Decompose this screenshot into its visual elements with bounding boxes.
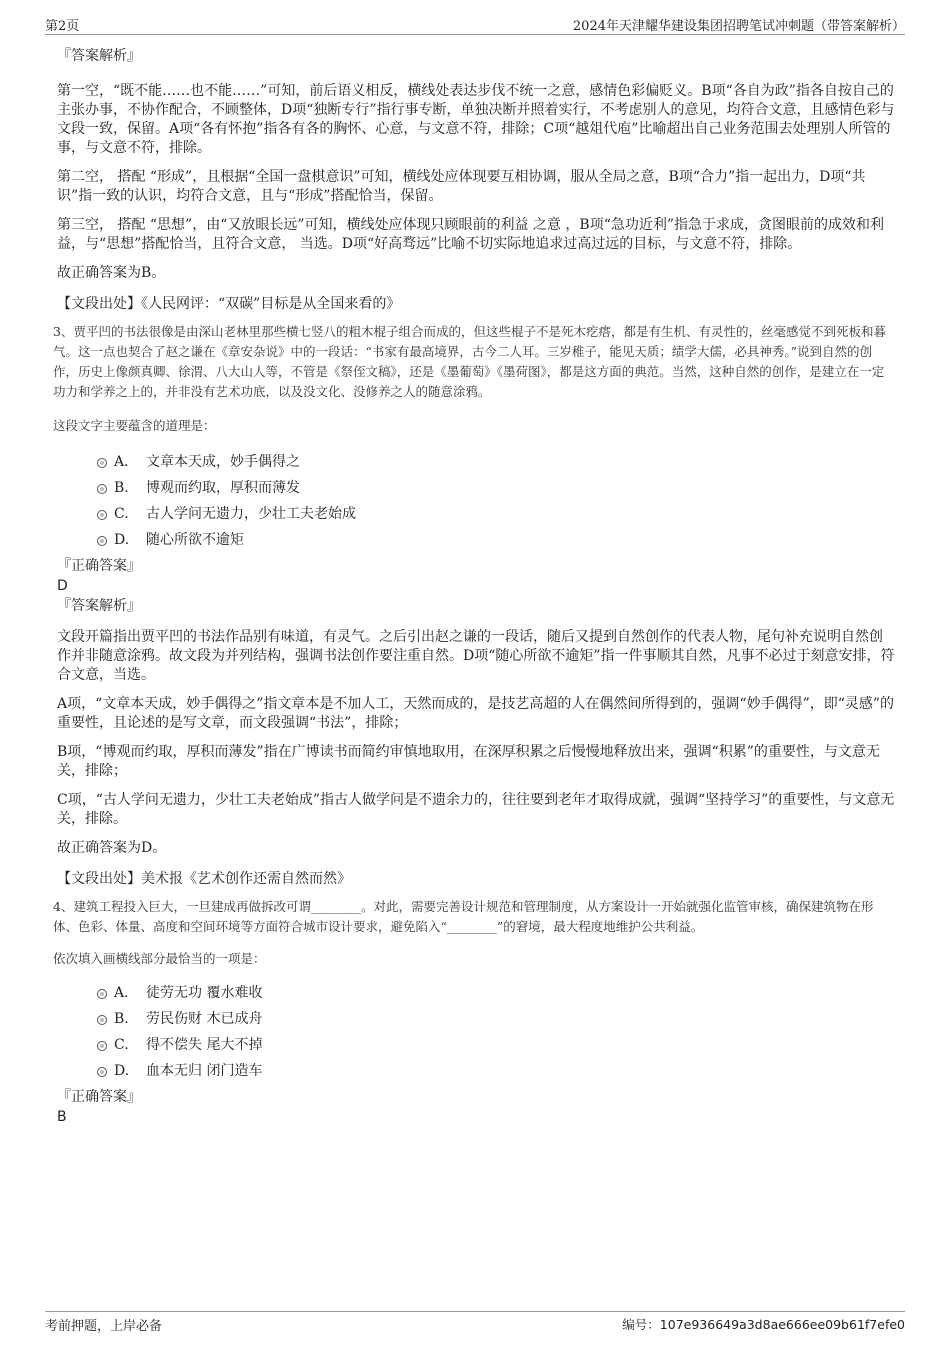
analysis-paragraph: C项，“古人学问无遗力，少壮工夫老始成”指古人做学问是不遗余力的，往往要到老年才取得成就，强调“坚持学习”的重要性，与文意无关，排除。: [57, 792, 895, 827]
radio-icon[interactable]: [97, 484, 107, 494]
analysis-paragraph: 第一空，“既不能……也不能……”可知，前后语义相反，横线处表达步伐不统一之意，感情色彩偏贬义。B项“各自为政”指各自按自己的主张办事，不协作配合，不顾整体，D项“独断专行”指行事专断，单独决断并照着实行，不考虑别人的意见，均符合文意，且感情色彩与文段一致，保留。A项“各有怀抱”指各有各的胸怀、心意，与文意不符，排除；C项“越俎代庖”比喻超出自己业务范围去处理别人所管的事，与文意不符，排除。: [57, 83, 895, 156]
radio-icon[interactable]: [97, 1041, 107, 1051]
page-number: 第2页: [45, 19, 80, 34]
correct-answer-label: 『正确答案』: [57, 1089, 141, 1105]
option-b[interactable]: B. 博观而约取，厚积而薄发: [57, 478, 895, 504]
question-prompt: 依次填入画横线部分最恰当的一项是：: [53, 951, 266, 966]
radio-icon[interactable]: [97, 458, 107, 468]
option-c[interactable]: C. 古人学问无遗力，少壮工夫老始成: [57, 504, 895, 530]
footer-slogan: 考前押题，上岸必备: [45, 1319, 163, 1334]
question-stem: 3、贾平凹的书法很像是由深山老林里那些横七竖八的粗木棍子组合而成的，但这些棍子不是死木疙瘩，都是有生机、有灵性的，丝毫感觉不到死板和暮气。这一点也契合了赵之谦在《章安杂说》中的一段话：“书家有最高境界，古今二人耳。三岁稚子，能见天质；绩学大儒，必具神秀。”说到自然的创作，历史上像颜真卿、徐渭、八大山人等，不管是《祭侄文稿》，还是《墨葡萄》《墨荷图》，都是这方面的典范。当然，这种自然的创作，是建立在一定功力和学养之上的，并非没有艺术功底，以及没文化、没修养之人的随意涂鸦。: [53, 324, 886, 399]
radio-icon[interactable]: [97, 989, 107, 999]
analysis-paragraph: B项，“博观而约取，厚积而薄发”指在广博读书而简约审慎地取用，在深厚积累之后慢慢地释放出来，强调“积累”的重要性，与文意无关，排除；: [57, 744, 880, 779]
analysis-label: 『答案解析』: [57, 598, 141, 614]
radio-icon[interactable]: [97, 1015, 107, 1025]
document-title: 2024年天津耀华建设集团招聘笔试冲刺题（带答案解析）: [572, 19, 905, 34]
option-c[interactable]: C. 得不偿失 尾大不掉: [57, 1035, 895, 1061]
page-content: [53, 42, 895, 1127]
analysis-paragraph: A项，“文章本天成，妙手偶得之”指文章本是不加人工，天然而成的，是技艺高超的人在偶然间所得到的，强调“妙手偶得”，即“灵感”的重要性，且论述的是写文章，而文段强调“书法”，排除；: [57, 696, 895, 731]
document-id: 编号：107e936649a3d8ae666ee09b61f7efe0: [622, 1317, 905, 1332]
option-list: [57, 452, 895, 556]
correct-answer-label: 『正确答案』: [57, 558, 141, 574]
option-d[interactable]: D. 血本无归 闭门造车: [57, 1061, 895, 1087]
question-prompt: 这段文字主要蕴含的道理是：: [53, 418, 216, 433]
correct-answer: D: [57, 578, 68, 594]
option-d[interactable]: D. 随心所欲不逾矩: [57, 530, 895, 556]
option-b[interactable]: B. 劳民伤财 木已成舟: [57, 1009, 895, 1035]
analysis-label: 『答案解析』: [57, 48, 141, 64]
answer-conclusion: 故正确答案为D。: [57, 840, 167, 856]
correct-answer: B: [57, 1109, 67, 1125]
option-a[interactable]: A． 徒劳无功 覆水难收: [57, 983, 895, 1009]
passage-source: 【文段出处】美术报《艺术创作还需自然而然》: [57, 871, 351, 887]
question-stem: 4、建筑工程投入巨大，一旦建成再做拆改可谓________。对此，需要完善设计规范和管理制度，从方案设计一开始就强化监管审核，确保建筑物在形体、色彩、体量、高度和空间环境等方面符合城市设计要求，避免陷入“________”的窘境，最大程度地维护公共利益。: [53, 899, 874, 934]
page-footer: [45, 1311, 905, 1332]
passage-source: 【文段出处】《人民网评：“双碳”目标是从全国来看的》: [57, 296, 401, 312]
page-header: [45, 14, 905, 35]
radio-icon[interactable]: [97, 510, 107, 520]
radio-icon[interactable]: [97, 536, 107, 546]
radio-icon[interactable]: [97, 1067, 107, 1077]
answer-conclusion: 故正确答案为B。: [57, 265, 166, 281]
analysis-paragraph: 第二空， 搭配 “形成”，且根据“全国一盘棋意识”可知，横线处应体现要互相协调，服从全局之意，B项“合力”指一起出力，D项“共识”指一致的认识，均符合文意，且与“形成”搭配恰当，保留。: [57, 169, 866, 204]
option-a[interactable]: A． 文章本天成，妙手偶得之: [57, 452, 895, 478]
analysis-paragraph: 第三空， 搭配 “思想”，由“又放眼长远”可知，横线处应体现只顾眼前的利益 之意 ，B项“急功近利”指急于求成，贪图眼前的成效和利益，与“思想”搭配恰当，且符合文意， 当选。D项“好高骛远”比喻不切实际地追求过高过远的目标，与文意不符，排除。: [57, 217, 885, 252]
option-list: [57, 983, 895, 1087]
analysis-paragraph: 文段开篇指出贾平凹的书法作品别有味道，有灵气。之后引出赵之谦的一段话，随后又提到自然创作的代表人物，尾句补充说明自然创作并非随意涂鸦。故文段为并列结构，强调书法创作要注重自然。D项“随心所欲不逾矩”指一件事顺其自然，凡事不必过于刻意安排，符合文意，当选。: [57, 629, 895, 683]
